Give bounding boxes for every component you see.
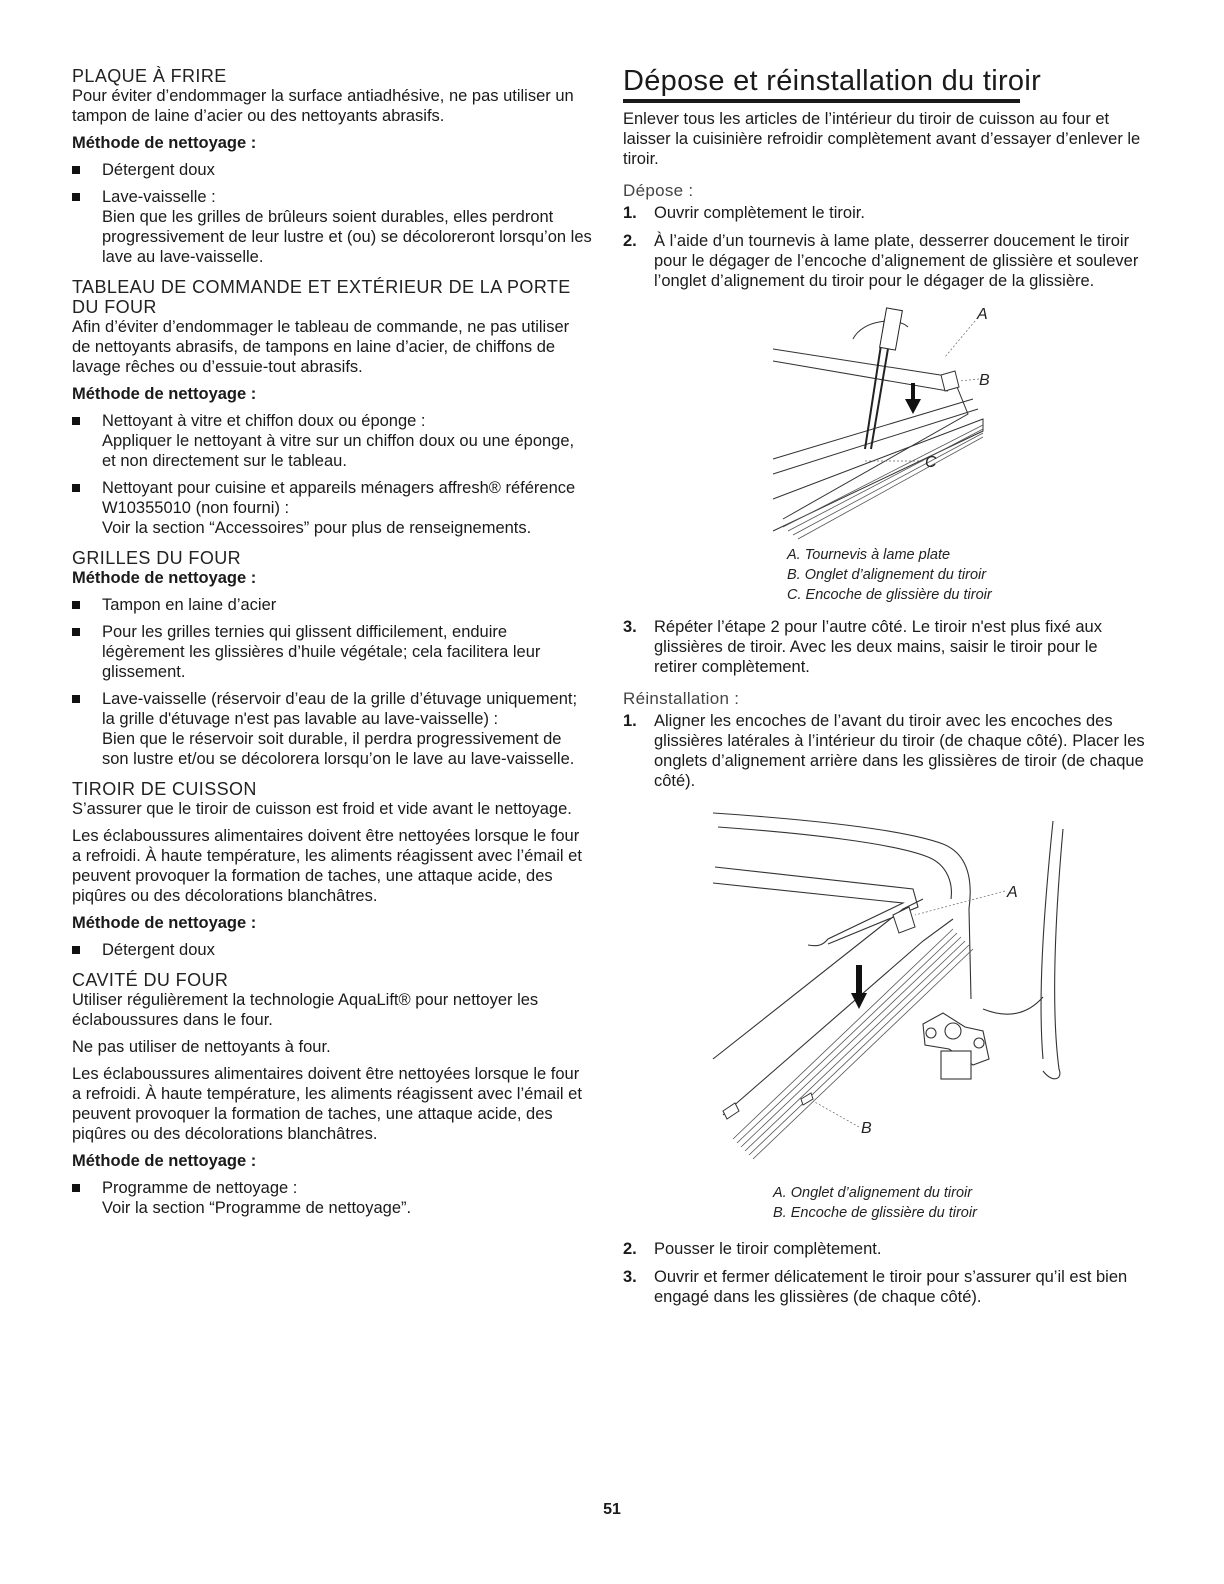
tiroir-list	[72, 940, 592, 960]
list-item: Programme de nettoyage : Voir la section “Programme de nettoyage”.	[72, 1178, 592, 1218]
section-tableau	[72, 277, 592, 538]
fig1-caption-b: B. Onglet d’alignement du tiroir	[787, 567, 987, 583]
cavite-heading: CAVITÉ DU FOUR	[72, 970, 229, 990]
grilles-heading: GRILLES DU FOUR	[72, 548, 242, 568]
list-item: 3. Répéter l’étape 2 pour l’autre côté. Le tiroir n'est plus fixé aux glissières de tiroir. Avec les deux mains, saisir le tiroir pour le retirer complètement.	[623, 618, 1102, 676]
fig1-caption-c: C. Encoche de glissière du tiroir	[787, 587, 992, 603]
tiroir-method-label: Méthode de nettoyage :	[72, 914, 257, 932]
right-column	[623, 64, 1145, 1315]
fig2-label-b: B	[861, 1120, 872, 1137]
plaque-intro: Pour éviter d’endommager la surface antiadhésive, ne pas utiliser un tampon de laine d’acier ou des nettoyants abrasifs.	[72, 87, 574, 125]
fig1-caption-a: A. Tournevis à lame plate	[787, 547, 951, 563]
section-plaque	[72, 66, 592, 267]
section-tiroir	[72, 779, 592, 960]
fig1-label-c: C	[925, 454, 937, 471]
fig2-label-a: A	[1007, 884, 1018, 901]
fig1-label-b: B	[979, 372, 990, 389]
list-item: Lave-vaisselle (réservoir d’eau de la grille d’étuvage uniquement; la grille d'étuvage n'est pas lavable au lave-vaisselle) : Bien que le réservoir soit durable, il perdra progressivement de son lustre et/ou se décolorera lorsqu’on le lave au lave-vaisselle.	[72, 689, 592, 769]
left-column	[72, 66, 592, 1228]
list-item: 2. À l’aide d’un tournevis à lame plate, desserrer doucement le tiroir pour le dégager de l’encoche d’alignement de glissière et soulever l’onglet d’alignement du tiroir pour le dégager de la glissière.	[623, 232, 1139, 290]
figure-drawer-removal	[623, 299, 1145, 545]
depose-steps	[623, 203, 1145, 291]
plaque-method-label: Méthode de nettoyage :	[72, 134, 257, 152]
cavite-p2: Ne pas utiliser de nettoyants à four.	[72, 1038, 331, 1056]
tiroir-p2: Les éclaboussures alimentaires doivent être nettoyées lorsque le four a refroidi. À haute température, les aliments réagissent avec l’émail et peuvent provoquer la formation de taches, une attaque acide, des piqûres ou des décolorations blanchâtres.	[72, 827, 582, 905]
section-cavite	[72, 970, 592, 1218]
cavite-p1: Utiliser régulièrement la technologie AquaLift® pour nettoyer les éclaboussures dans le four.	[72, 991, 539, 1029]
tableau-method-label: Méthode de nettoyage :	[72, 385, 257, 403]
depose-heading: Dépose :	[623, 181, 694, 200]
cavite-p3: Les éclaboussures alimentaires doivent être nettoyées lorsque le four a refroidi. À haute température, les aliments réagissent avec l’émail et peuvent provoquer la formation de taches, une attaque acide, des piqûres ou des décolorations blanchâtres.	[72, 1065, 582, 1143]
fig1-label-a: A	[977, 306, 988, 323]
figure-drawer-reinstall	[623, 799, 1145, 1183]
grilles-method-label: Méthode de nettoyage :	[72, 569, 257, 587]
list-item: Pour les grilles ternies qui glissent difficilement, enduire légèrement les glissières d’huile végétale; cela facilitera leur glissement.	[72, 622, 592, 682]
list-item: Lave-vaisselle : Bien que les grilles de brûleurs soient durables, elles perdront progressivement de leur lustre et (ou) se décoloreront lorsqu’on les lave au lave-vaisselle.	[72, 187, 592, 267]
page-number: 51	[603, 1501, 621, 1518]
depose-step3	[623, 617, 1145, 677]
title-rule	[623, 99, 1020, 103]
cavite-list	[72, 1178, 592, 1218]
reinstall-heading: Réinstallation :	[623, 689, 740, 708]
right-intro: Enlever tous les articles de l’intérieur du tiroir de cuisson au four et laisser la cuisinière refroidir complètement avant d’essayer d’enlever le tiroir.	[623, 110, 1141, 168]
figure2-captions	[623, 1183, 1145, 1223]
plaque-heading: PLAQUE À FRIRE	[72, 66, 227, 86]
list-item: 3. Ouvrir et fermer délicatement le tiroir pour s’assurer qu’il est bien engagé dans les glissières (de chaque côté).	[623, 1268, 1128, 1306]
list-item: 1. Ouvrir complètement le tiroir.	[623, 204, 865, 222]
list-item: Tampon en laine d’acier	[72, 595, 592, 615]
list-item: 2. Pousser le tiroir complètement.	[623, 1240, 882, 1258]
drawer-reinstall-illustration	[623, 799, 1145, 1183]
figure1-captions	[623, 545, 1145, 605]
cavite-method-label: Méthode de nettoyage :	[72, 1152, 257, 1170]
drawer-removal-illustration	[623, 299, 1145, 545]
tableau-list	[72, 411, 592, 538]
fig2-caption-a: A. Onglet d’alignement du tiroir	[773, 1185, 973, 1201]
page-title: Dépose et réinstallation du tiroir	[623, 65, 1042, 97]
list-item: 1. Aligner les encoches de l’avant du tiroir avec les encoches des glissières latérales à l’intérieur du tiroir (de chaque côté). Placer les onglets d’alignement arrière dans les glissières de tiroir (de chaque côté).	[623, 712, 1145, 790]
list-item: Nettoyant pour cuisine et appareils ménagers affresh® référence W10355010 (non fourni) : Voir la section “Accessoires” pour plus de renseignements.	[72, 478, 592, 538]
tiroir-p1: S’assurer que le tiroir de cuisson est froid et vide avant le nettoyage.	[72, 800, 572, 818]
plaque-list	[72, 160, 592, 267]
list-item: Détergent doux	[72, 160, 592, 180]
tableau-heading: TABLEAU DE COMMANDE ET EXTÉRIEUR DE LA PORTE DU FOUR	[72, 277, 571, 317]
reinstall-steps-after	[623, 1239, 1145, 1307]
list-item: Détergent doux	[72, 940, 592, 960]
tiroir-heading: TIROIR DE CUISSON	[72, 779, 257, 799]
grilles-list	[72, 595, 592, 769]
tableau-intro: Afin d’éviter d’endommager le tableau de commande, ne pas utiliser de nettoyants abrasifs, de tampons en laine d’acier, de chiffons de lavage rêches ou d’essuie-tout abrasifs.	[72, 318, 570, 376]
reinstall-step1	[623, 711, 1145, 791]
list-item: Nettoyant à vitre et chiffon doux ou éponge : Appliquer le nettoyant à vitre sur un chiffon doux ou une éponge, et non directement sur le tableau.	[72, 411, 592, 471]
section-grilles	[72, 548, 592, 769]
fig2-caption-b: B. Encoche de glissière du tiroir	[773, 1205, 977, 1221]
